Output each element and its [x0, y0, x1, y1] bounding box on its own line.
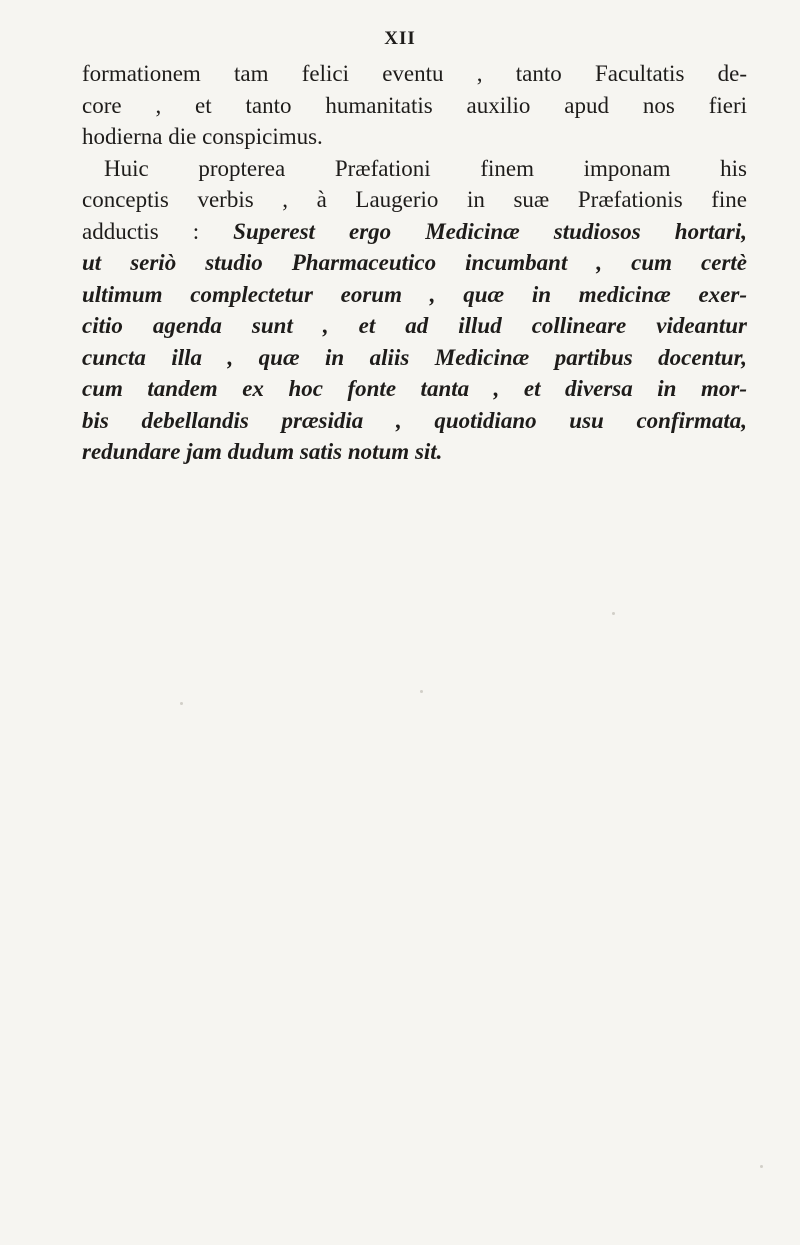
paper-speck: [760, 1165, 763, 1168]
text-line-with-quote: [82, 216, 747, 248]
quote-line: cuncta illa , quæ in aliis Medicinæ partibus docentur,: [82, 344, 747, 370]
quote-line: ultimum complectetur eorum , quæ in medicinæ exer-: [82, 281, 747, 307]
text-line: formationem tam felici eventu , tanto Facultatis de-: [82, 61, 747, 86]
text-line: conceptis verbis , à Laugerio in suæ Præfationis fine: [82, 187, 747, 212]
page-number: XII: [384, 28, 416, 49]
body-text: [82, 58, 747, 468]
text-line: core , et tanto humanitatis auxilio apud nos fieri: [82, 92, 747, 118]
quote-line: ut seriò studio Pharmaceutico incumbant , cum certè: [82, 250, 747, 275]
quote-line: citio agenda sunt , et ad illud collineare videantur: [82, 313, 747, 338]
text-line: Huic propterea Præfationi finem imponam his: [104, 155, 747, 181]
quote-segment: Superest ergo Medicinæ studiosos hortari,: [233, 218, 748, 244]
text-segment: adductis :: [82, 218, 200, 244]
text-line: hodierna die conspicimus.: [82, 124, 323, 149]
quote-line: redundare jam dudum satis notum sit.: [82, 439, 443, 464]
quote-line: bis debellandis præsidia , quotidiano usu confirmata,: [82, 407, 747, 433]
paper-speck: [180, 702, 183, 705]
paper-speck: [612, 612, 615, 615]
paper-speck: [420, 690, 423, 693]
quote-line: cum tandem ex hoc fonte tanta , et diversa in mor-: [82, 376, 747, 401]
